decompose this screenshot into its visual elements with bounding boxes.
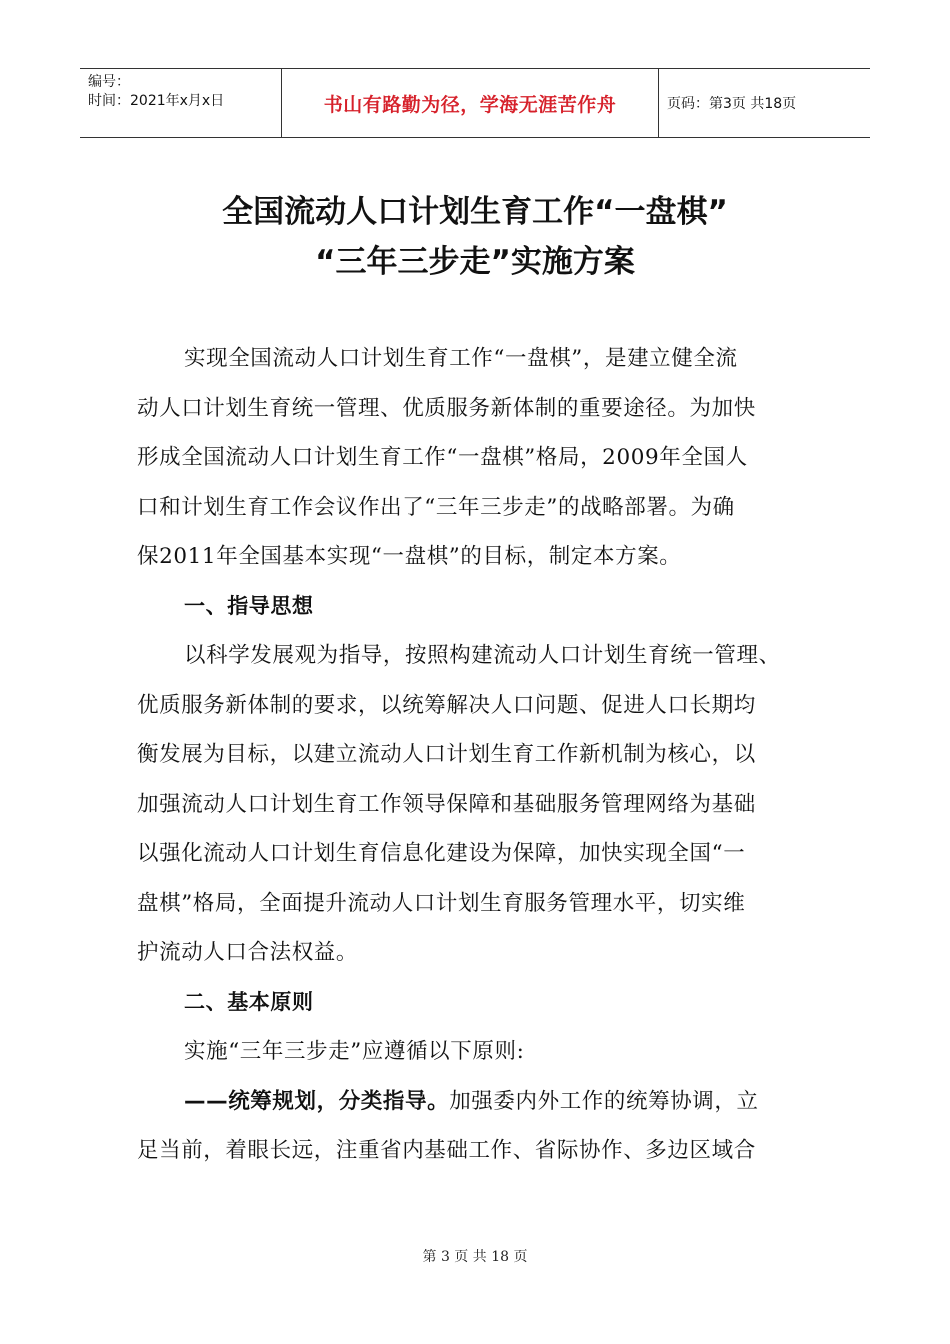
paragraph-line: 以科学发展观为指导，按照构建流动人口计划生育统一管理、 xyxy=(184,643,781,668)
time-label: 时间：2021年x月x日 xyxy=(88,93,225,109)
document-title-line1: 全国流动人口计划生育工作“一盘棋” xyxy=(222,194,728,230)
paragraph-line: 盘棋”格局，全面提升流动人口计划生育服务管理水平，切实维 xyxy=(137,890,746,916)
document-body xyxy=(137,334,827,1176)
header-page-info: 页码：第3页 共18页 xyxy=(667,96,797,112)
paragraph-line: 实现全国流动人口计划生育工作“一盘棋”，是建立健全流 xyxy=(184,346,738,371)
principle-line xyxy=(137,1077,827,1127)
page-footer: 第 3 页 共 18 页 xyxy=(422,1249,528,1265)
paragraph-line: 口和计划生育工作会议作出了“三年三步走”的战略部署。为确 xyxy=(137,494,735,520)
header-meta xyxy=(80,69,282,137)
section-heading: 二、基本原则 xyxy=(184,989,314,1014)
header-motto: 书山有路勤为径，学海无涯苦作舟 xyxy=(282,69,659,137)
paragraph-line: 优质服务新体制的要求，以统筹解决人口问题、促进人口长期均 xyxy=(137,692,756,718)
document-title-line2: “三年三步走”实施方案 xyxy=(315,244,635,280)
paragraph-line: 动人口计划生育统一管理、优质服务新体制的重要途径。为加快 xyxy=(137,395,756,421)
principle-title: ——统筹规划，分类指导。 xyxy=(184,1088,450,1114)
paragraph-line: 形成全国流动人口计划生育工作“一盘棋”格局，2009年全国人 xyxy=(137,445,748,470)
paragraph-line: 以强化流动人口计划生育信息化建设为保障，加快实现全国“一 xyxy=(137,841,746,866)
principle-text: 加强委内外工作的统筹协调，立 xyxy=(449,1088,759,1114)
paragraph-line: 衡发展为目标，以建立流动人口计划生育工作新机制为核心，以 xyxy=(137,742,756,767)
document-header xyxy=(80,68,870,138)
paragraph-line: 保2011年全国基本实现“一盘棋”的目标，制定本方案。 xyxy=(137,544,682,569)
paragraph-line: 足当前，着眼长远，注重省内基础工作、省际协作、多边区域合 xyxy=(137,1138,756,1163)
paragraph-line: 实施“三年三步走”应遵循以下原则: xyxy=(184,1039,525,1064)
section-heading: 一、指导思想 xyxy=(184,593,314,618)
paragraph-line: 护流动人口合法权益。 xyxy=(137,940,359,965)
paragraph-line: 加强流动人口计划生育工作领导保障和基础服务管理网络为基础 xyxy=(137,791,756,817)
number-label: 编号： xyxy=(88,74,130,90)
